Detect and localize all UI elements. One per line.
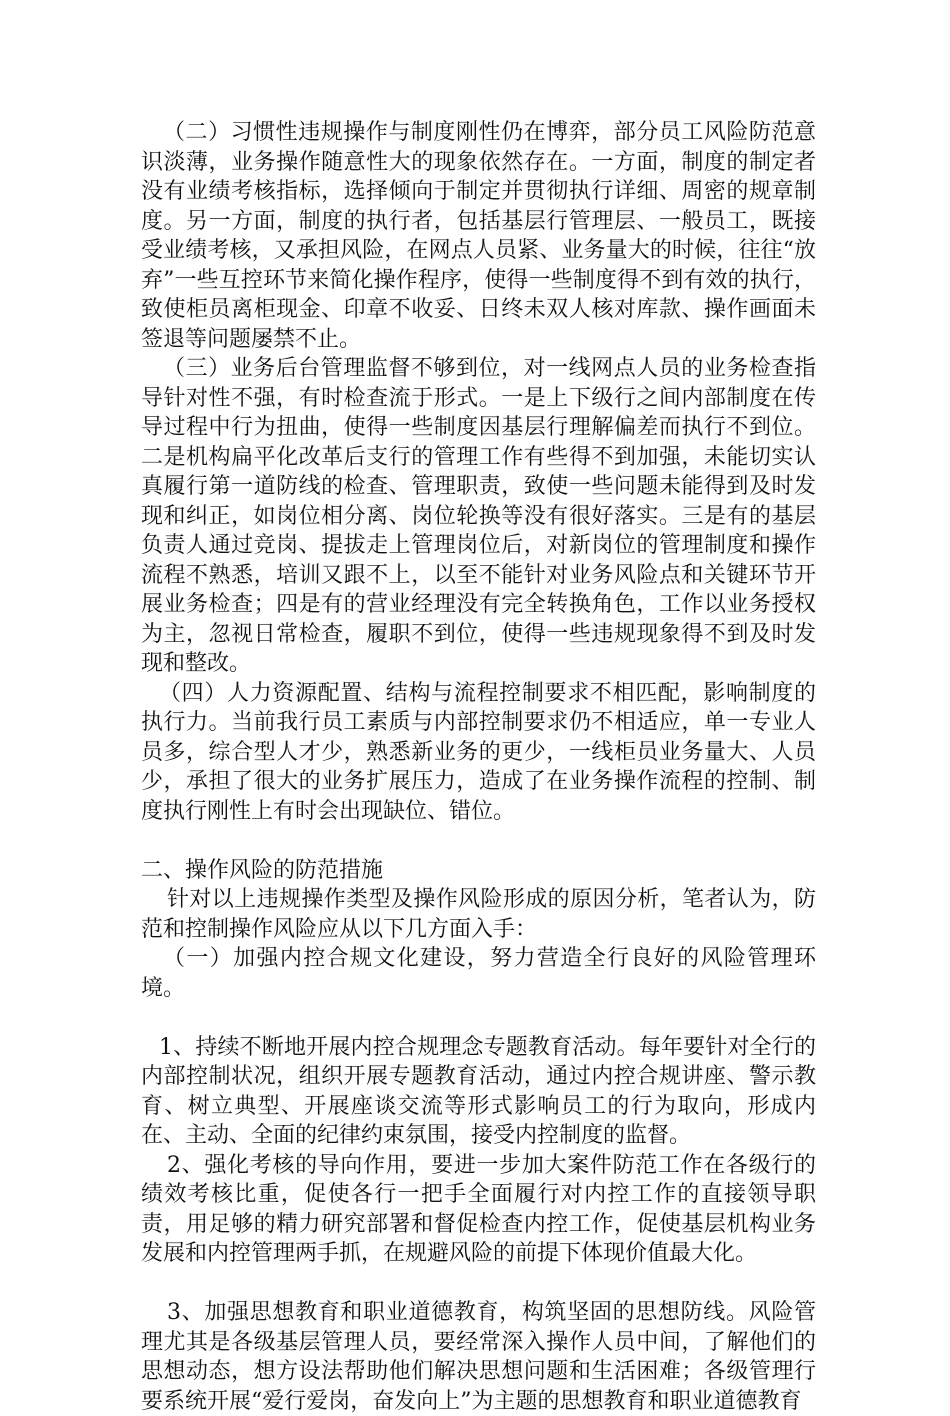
- document-body: [141, 118, 816, 1416]
- paragraph-section-3: （三）业务后台管理监督不够到位，对一线网点人员的业务检查指导针对性不强，有时检查流于形式。一是上下级行之间内部制度在传导过程中行为扭曲，使得一些制度因基层行理解偏差而执行不到位。二是机构扁平化改革后支行的管理工作有些得不到加强，未能切实认真履行第一道防线的检查、管理职责，致使一些问题未能得到及时发现和纠正，如岗位相分离、岗位轮换等没有很好落实。三是有的基层负责人通过竞岗、提拔走上管理岗位后，对新岗位的管理制度和操作流程不熟悉，培训又跟不上，以至不能针对业务风险点和关键环节开展业务检查；四是有的营业经理没有完全转换角色，工作以业务授权为主，忽视日常检查，履职不到位，使得一些违规现象得不到及时发现和整改。: [141, 356, 816, 676]
- paragraph-section-4: （四）人力资源配置、结构与流程控制要求不相匹配，影响制度的执行力。当前我行员工素质与内部控制要求仍不相适应，单一专业人员多，综合型人才少，熟悉新业务的更少，一线柜员业务量大、人员少，承担了很大的业务扩展压力，造成了在业务操作流程的控制、制度执行刚性上有时会出现缺位、错位。: [141, 680, 816, 824]
- paragraph-intro: 针对以上违规操作类型及操作风险形成的原因分析，笔者认为，防范和控制操作风险应从以下几方面入手：: [141, 887, 816, 942]
- paragraph-item-1: 1、持续不断地开展内控合规理念专题教育活动。每年要针对全行的内部控制状况，组织开展专题教育活动，通过内控合规讲座、警示教育、树立典型、开展座谈交流等形式影响员工的行为取向，形成内在、主动、全面的纪律约束氛围，接受内控制度的监督。: [141, 1034, 816, 1148]
- section-heading: 二、操作风险的防范措施: [141, 857, 384, 883]
- blank-line: [141, 826, 816, 856]
- blank-line: [141, 1269, 816, 1299]
- paragraph-item-2: 2、强化考核的导向作用，要进一步加大案件防范工作在各级行的绩效考核比重，促使各行一把手全面履行对内控工作的直接领导职责，用足够的精力研究部署和督促检查内控工作，促使基层机构业务发展和内控管理两手抓，在规避风险的前提下体现价值最大化。: [141, 1152, 816, 1266]
- paragraph-section-2: （二）习惯性违规操作与制度刚性仍在博弈，部分员工风险防范意识淡薄，业务操作随意性大的现象依然存在。一方面，制度的制定者没有业绩考核指标，选择倾向于制定并贯彻执行详细、周密的规章制度。另一方面，制度的执行者，包括基层行管理层、一般员工，既接受业绩考核，又承担风险，在网点人员紧、业务量大的时候，往往“放弃”一些互控环节来简化操作程序，使得一些制度得不到有效的执行，致使柜员离柜现金、印章不收妥、日终未双人核对库款、操作画面未签退等问题屡禁不止。: [141, 120, 816, 352]
- paragraph-item-3: 3、加强思想教育和职业道德教育，构筑坚固的思想防线。风险管理尤其是各级基层管理人员，要经常深入操作人员中间，了解他们的思想动态，想方设法帮助他们解决思想问题和生活困难；各级管理行要系统开展“爱行爱岗，奋发向上”为主题的思想教育和职业道德教育: [141, 1300, 816, 1414]
- paragraph-measure-1: （一）加强内控合规文化建设，努力营造全行良好的风险管理环境。: [141, 946, 816, 1001]
- blank-line: [141, 1003, 816, 1033]
